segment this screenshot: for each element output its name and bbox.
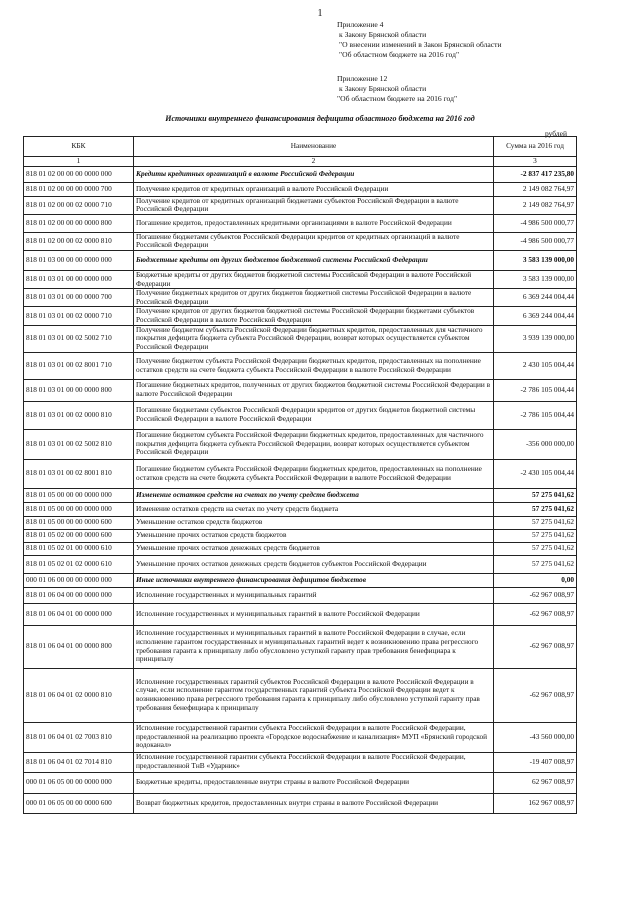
row-kbk: 818 01 03 01 00 02 8001 710 [24,352,134,379]
table-row [24,793,577,813]
row-name: Исполнение государственных и муниципальных гарантий в валюте Российской Федерации в случае, если исполнение гарантом государственных и муниципальных гарантий ведет к возникновению права регрессного требования гаранта к принципалу либо обусловлено уступкой гаранту прав требования бенефициара к принципалу [134,625,494,668]
table-row [24,772,577,793]
row-sum: -4 986 500 000,77 [494,214,577,232]
column-number-row [24,157,577,167]
row-name: Уменьшение прочих остатков денежных средств бюджетов субъектов Российской Федерации [134,555,494,573]
row-kbk: 818 01 05 00 00 00 0000 000 [24,488,134,502]
table-row [24,352,577,379]
table-row [24,502,577,516]
row-sum: -2 786 105 004,44 [494,401,577,429]
row-kbk: 818 01 02 00 00 00 0000 700 [24,182,134,196]
annex-4-line-2: к Закону Брянской области [339,30,427,39]
document-title: Источники внутреннего финансирования дефицита областного бюджета на 2016 год [165,114,475,123]
row-sum: 6 369 244 004,44 [494,289,577,307]
annex-4-header [337,20,502,60]
table-row [24,459,577,488]
row-kbk: 818 01 06 04 01 02 7014 810 [24,752,134,772]
annex-12-line-2: к Закону Брянской области [339,84,427,93]
row-kbk: 818 01 03 00 00 00 0000 000 [24,250,134,270]
row-kbk: 818 01 02 00 00 02 0000 710 [24,196,134,214]
row-kbk: 818 01 03 01 00 00 0000 800 [24,379,134,401]
col-number-2: 2 [134,157,494,167]
table-row [24,555,577,573]
row-sum: -2 430 105 004,44 [494,459,577,488]
table-row [24,166,577,182]
table-row [24,573,577,587]
annex-4-line-1: Приложение 4 [337,20,384,29]
row-name: Исполнение государственных и муниципальных гарантий в валюте Российской Федерации [134,603,494,625]
row-kbk: 818 01 06 04 01 02 7003 810 [24,722,134,752]
row-name: Получение бюджетом субъекта Российской Федерации бюджетных кредитов, предоставленных на пополнение остатков средств на счете бюджета субъекта Российской Федерации в валюте Российской Федерации [134,352,494,379]
row-name: Уменьшение прочих остатков денежных средств бюджетов [134,542,494,555]
table-row [24,722,577,752]
table-row [24,325,577,352]
row-kbk: 818 01 02 00 00 02 0000 810 [24,232,134,250]
header-sum: Сумма на 2016 год [494,137,577,157]
row-name: Погашение бюджетами субъектов Российской Федерации кредитов от других бюджетов бюджетной системы Российской Федерации в валюте Российской Федерации [134,401,494,429]
table-row [24,232,577,250]
row-sum: -2 786 105 004,44 [494,379,577,401]
row-name: Получение кредитов от других бюджетов бюджетной системы Российской Федерации бюджетами субъектов Российской Федерации в валюте Российской Федерации [134,307,494,325]
table-row [24,603,577,625]
row-sum: 3 583 139 000,00 [494,270,577,288]
row-name: Погашение бюджетом субъекта Российской Федерации бюджетных кредитов, предоставленных на пополнение остатков средств на счете бюджета субъекта Российской Федерации в валюте Российской Федерации [134,459,494,488]
row-sum: 3 583 139 000,00 [494,250,577,270]
row-kbk: 818 01 05 02 01 02 0000 610 [24,555,134,573]
row-name: Получение кредитов от кредитных организаций в валюте Российской Федерации [134,182,494,196]
row-name: Бюджетные кредиты от других бюджетов бюджетной системы Российской Федерации [134,250,494,270]
table-row [24,429,577,459]
row-name: Погашение бюджетами субъектов Российской Федерации кредитов от кредитных организаций в валюте Российской Федерации [134,232,494,250]
row-name: Получение бюджетом субъекта Российской Федерации бюджетных кредитов, предоставленных для частичного покрытия дефицита бюджета субъекта Российской Федерации, возврат которых осуществляется субъектом Российской Федерации [134,325,494,352]
table-row [24,587,577,603]
row-sum: -19 407 008,97 [494,752,577,772]
row-sum: 6 369 244 004,44 [494,307,577,325]
row-kbk: 818 01 02 00 00 00 0000 000 [24,166,134,182]
row-kbk: 818 01 05 00 00 00 0000 000 [24,502,134,516]
table-row [24,250,577,270]
table-row [24,182,577,196]
col-number-3: 3 [494,157,577,167]
row-name: Уменьшение остатков средств бюджетов [134,516,494,529]
row-name: Исполнение государственных и муниципальных гарантий [134,587,494,603]
table-row [24,625,577,668]
row-kbk: 818 01 02 00 00 00 0000 800 [24,214,134,232]
row-sum: 162 967 008,97 [494,793,577,813]
annex-12-line-3: "Об областном бюджете на 2016 год" [337,94,458,103]
row-sum: 57 275 041,62 [494,516,577,529]
row-kbk: 818 01 03 01 00 02 5002 710 [24,325,134,352]
row-sum: 2 430 105 004,44 [494,352,577,379]
table-row [24,752,577,772]
table-row [24,401,577,429]
row-name: Исполнение государственной гарантии субъекта Российской Федерации в валюте Российской Федерации, предоставленной ТнВ «Ударник» [134,752,494,772]
annex-4-line-3: "О внесении изменений в Закон Брянской области [339,40,502,49]
row-sum: -62 967 008,97 [494,668,577,722]
row-sum: 57 275 041,62 [494,502,577,516]
row-name: Бюджетные кредиты, предоставленные внутри страны в валюте Российской Федерации [134,772,494,793]
annex-4-line-4: "Об областном бюджете на 2016 год" [339,50,460,59]
row-kbk: 818 01 05 02 00 00 0000 600 [24,529,134,542]
row-name: Возврат бюджетных кредитов, предоставленных внутри страны в валюте Российской Федерации [134,793,494,813]
row-kbk: 818 01 03 01 00 00 0000 700 [24,289,134,307]
row-kbk: 818 01 06 04 01 00 0000 800 [24,625,134,668]
row-kbk: 818 01 03 01 00 00 0000 000 [24,270,134,288]
row-name: Погашение бюджетных кредитов, полученных от других бюджетов бюджетной системы Российской Федерации в валюте Российской Федерации [134,379,494,401]
row-kbk: 818 01 03 01 00 02 0000 710 [24,307,134,325]
table-row [24,542,577,555]
row-name: Исполнение государственной гарантии субъекта Российской Федерации в валюте Российской Федерации, предоставленной на реализацию проекта «Городское водоснабжение и канализация» МУП «Брянский городской водоканал» [134,722,494,752]
row-sum: 57 275 041,62 [494,555,577,573]
row-name: Получение бюджетных кредитов от других бюджетов бюджетной системы Российской Федерации в валюте Российской Федерации [134,289,494,307]
row-kbk: 818 01 05 02 01 00 0000 610 [24,542,134,555]
row-sum: 57 275 041,62 [494,488,577,502]
row-name: Погашение кредитов, предоставленных кредитными организациями в валюте Российской Федерации [134,214,494,232]
row-sum: -62 967 008,97 [494,625,577,668]
row-kbk: 818 01 03 01 00 02 5002 810 [24,429,134,459]
row-kbk: 000 01 06 00 00 00 0000 000 [24,573,134,587]
row-sum: -356 000 000,00 [494,429,577,459]
row-sum: -43 560 000,00 [494,722,577,752]
row-sum: -62 967 008,97 [494,603,577,625]
table-row [24,529,577,542]
row-kbk: 000 01 06 05 00 00 0000 000 [24,772,134,793]
row-name: Уменьшение прочих остатков средств бюджетов [134,529,494,542]
row-name: Изменение остатков средств на счетах по учету средств бюджета [134,488,494,502]
table-row [24,488,577,502]
table-row [24,307,577,325]
annex-12-header [337,74,457,104]
row-sum: 0,00 [494,573,577,587]
table-row [24,668,577,722]
financing-sources-table [23,136,577,814]
table-row [24,379,577,401]
row-kbk: 000 01 06 05 00 00 0000 600 [24,793,134,813]
row-kbk: 818 01 06 04 01 00 0000 000 [24,603,134,625]
row-kbk: 818 01 03 01 00 02 8001 810 [24,459,134,488]
row-name: Получение кредитов от кредитных организаций бюджетами субъектов Российской Федерации в валюте Российской Федерации [134,196,494,214]
unit-label: рублей [545,129,568,138]
table-header-row [24,137,577,157]
row-sum: 3 939 139 000,00 [494,325,577,352]
row-name: Иные источники внутреннего финансирования дефицитов бюджетов [134,573,494,587]
row-sum: 62 967 008,97 [494,772,577,793]
table-row [24,516,577,529]
page-number: 1 [317,8,323,19]
header-name: Наименование [134,137,494,157]
row-sum: -4 986 500 000,77 [494,232,577,250]
row-kbk: 818 01 03 01 00 02 0000 810 [24,401,134,429]
table-row [24,270,577,288]
annex-12-line-1: Приложение 12 [337,74,388,83]
row-sum: 57 275 041,62 [494,529,577,542]
table-row [24,289,577,307]
row-sum: -62 967 008,97 [494,587,577,603]
row-sum: 2 149 082 764,97 [494,196,577,214]
col-number-1: 1 [24,157,134,167]
row-name: Изменение остатков средств на счетах по учету средств бюджета [134,502,494,516]
header-kbk: КБК [24,137,134,157]
row-sum: 57 275 041,62 [494,542,577,555]
row-name: Погашение бюджетом субъекта Российской Федерации бюджетных кредитов, предоставленных для частичного покрытия дефицита бюджета субъекта Российской Федерации, возврат которых осуществляется субъектом Российской Федерации [134,429,494,459]
row-kbk: 818 01 06 04 00 00 0000 000 [24,587,134,603]
row-name: Исполнение государственных гарантий субъектов Российской Федерации в валюте Российской Федерации в случае, если исполнение гарантом государственных гарантий субъекта Российской Федерации ведет к возникновению права регрессного требования гаранта к принципалу либо обусловлено уступкой гаранту прав требования бенефициара к принципалу [134,668,494,722]
row-sum: -2 837 417 235,80 [494,166,577,182]
table-row [24,214,577,232]
row-name: Кредиты кредитных организаций в валюте Российской Федерации [134,166,494,182]
row-kbk: 818 01 06 04 01 02 0000 810 [24,668,134,722]
row-name: Бюджетные кредиты от других бюджетов бюджетной системы Российской Федерации в валюте Российской Федерации [134,270,494,288]
row-sum: 2 149 082 764,97 [494,182,577,196]
table-row [24,196,577,214]
row-kbk: 818 01 05 00 00 00 0000 600 [24,516,134,529]
